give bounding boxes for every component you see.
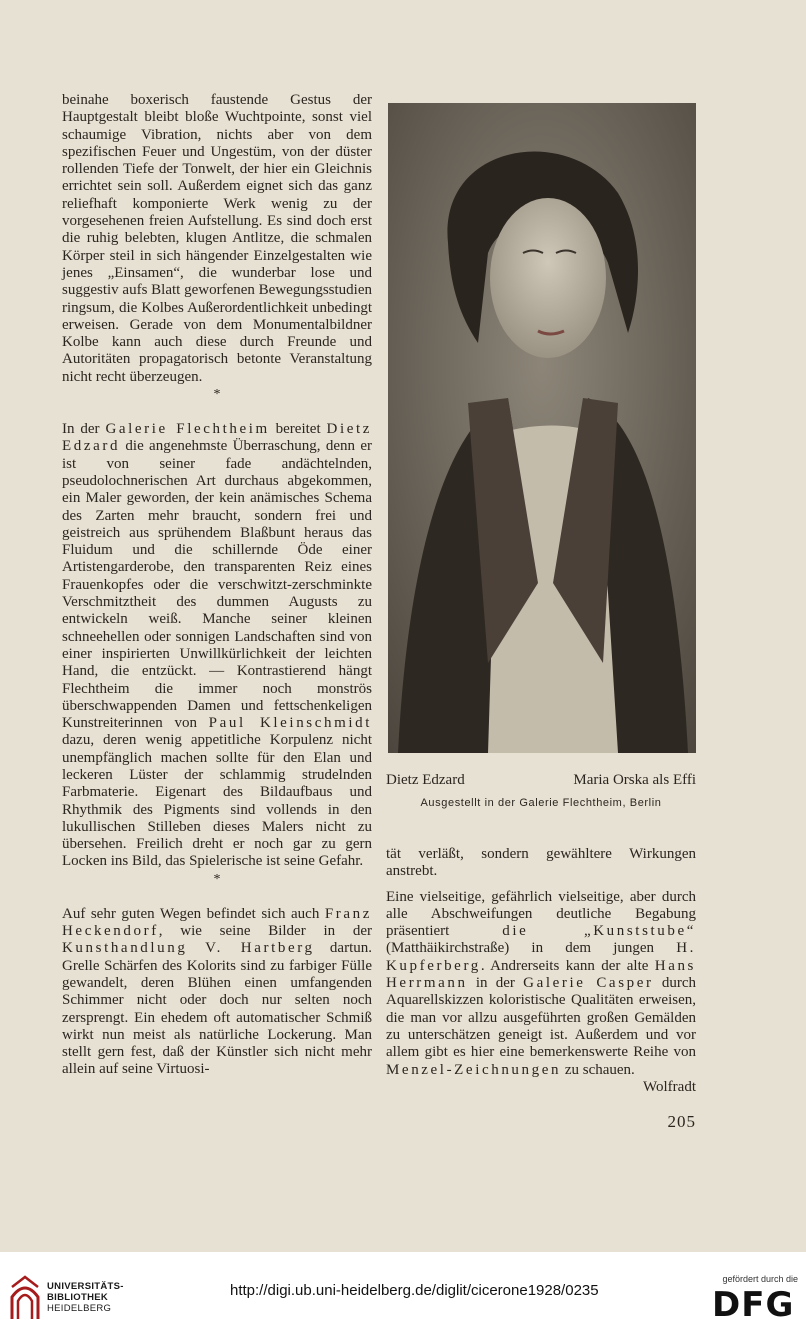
paragraph-edzard: In der Galerie Flechtheim bereitet Dietz Edzard die angenehmste Überraschung, denn er ist von seiner fade andächtelnden, pseudolochnerischen Art durchaus abgekommen, ein Maler geworden, der kein anämisches Schema des Zarten mehr braucht, sondern frei und geistreich aus sprühendem Blaßbunt heraus das Fluidum und die schillernde Öde einer Artistengarderobe, den transparenten Reiz eines Frauenkopfes oder die verschwitzt-zerschminkte Verschmitztheit des dummen Augusts zu entwickeln weiß. Manche seiner kleinen schneehellen oder sonnigen Landschaften sind von einer inspirierten Unwillkürlichkeit der leichten Hand, die entzückt. — Kontrastierend hängt Flechtheim die immer noch monströs überschwappenden Damen und fettschenkeligen Kunstreiterinnen von Paul Kleinschmidt dazu, deren wenig appetitliche Korpulenz nicht unempfänglich machen sollte für den Elan und leckeren Lüster der schlammig strudelnden Farbmaterie. Eigenart des Bildaufbaus und Rhythmik des Pigments sind vollends in den lukullischen Stilleben dieses Malers nicht zu übersehen. Freilich dreht er noch gar zu gern Locken ins Bild, das Spielerische ist seine Gefahr. — [62, 421, 372, 870]
caption-exhibition: Ausgestellt in der Galerie Flechtheim, Berlin — [420, 797, 662, 809]
dfg-logo[interactable]: DFG — [712, 1285, 795, 1325]
image-caption — [386, 772, 696, 789]
venue-kunststube: die „Kunststube“ — [502, 923, 696, 940]
permalink-url[interactable]: http://digi.ub.uni-heidelberg.de/diglit/cicerone1928/0235 — [230, 1282, 599, 1299]
author-signature: Wolfradt — [643, 1078, 696, 1095]
portrait-image — [388, 103, 696, 753]
gallery-casper: Galerie Casper — [523, 975, 654, 992]
section-separator: * — [213, 871, 221, 887]
page-number: 205 — [667, 1112, 696, 1131]
portrait-painting — [388, 103, 696, 753]
section-separator: * — [213, 387, 221, 403]
artist-name-kleinschmidt: Paul Kleinschmidt — [208, 715, 372, 732]
artist-name-heckendorf: Franz Heckendorf — [62, 905, 372, 940]
left-text-column — [62, 92, 372, 1079]
gallery-hartberg: Kunsthandlung V. Hartberg — [62, 940, 315, 957]
paragraph-heckendorf: Auf sehr guten Wegen befindet sich auch Franz Heckendorf, wie seine Bilder in der Kunsthandlung V. Hartberg dartun. Grelle Schärfen des Kolorits sind zu farbiger Fülle gewandelt, deren Blühen einen umfangenden Schimmer nicht oder doch nur selten noch zersprengt. Ein ehedem oft automatischer Schmiß wirkt nun meist als natürliche Lockerung. Man stellt gern fest, daß der Künstler sich nicht mehr allein auf seine Virtuosi- — [62, 905, 372, 1078]
artist-name: Dietz Edzard — [62, 421, 372, 455]
menzel-drawings: Menzel-Zeichnungen — [386, 1061, 562, 1078]
library-name[interactable]: UNIVERSITÄTS- BIBLIOTHEK HEIDELBERG — [47, 1281, 124, 1314]
artist-name-kupferberg: H. Kupferberg — [386, 940, 696, 974]
artist-name-herrmann: Hans Herrmann — [386, 957, 696, 992]
paragraph-kunststube: Eine vielseitige, gefährlich vielseitige, aber durch alle Abschweifungen deutliche Begabung präsentiert die „Kunststube“ (Matthäikirchstraße) in dem jungen H. Kupferberg. Andrerseits kann der alte Hans Herrmann in der Galerie Casper durch Aquarellskizzen koloristische Qualitäten erweisen, die man vor allzu ausgeführten großen Gemälden zu unterschätzen geneigt ist. Außerdem und vor allem gibt es hier eine bemerkenswerte Reihe von Menzel-Zeichnungen zu schauen. — [386, 888, 696, 1078]
university-library-logo-icon[interactable] — [8, 1275, 42, 1321]
caption-title: Maria Orska als Effi — [573, 772, 696, 788]
funding-note: gefördert durch die — [722, 1274, 798, 1284]
paragraph-continuation: tät verläßt, sondern gewähltere Wirkungen anstrebt. — [386, 846, 696, 880]
right-text-column — [386, 846, 696, 1096]
caption-artist: Dietz Edzard — [386, 772, 465, 788]
gallery-name: Galerie Flechtheim — [105, 421, 270, 438]
paragraph-kolbe: beinahe boxerisch faustende Gestus der Hauptgestalt bleibt bloße Wuchtpointe, sonst viel schaumige Vibration, nichts aber von dem spezifischen Feuer und Ungestüm, von der düster rollenden Tiefe der Tonwelt, der hier ein Gleichnis errichtet sein soll. Außerdem eignet sich das ganz reliefhaft komponierte Werk wenig zu der vorgesehenen freien Aufstellung. Es sind doch erst die ruhig belebten, klugen Antlitze, die schmalen Körper steil in sich hängender Einzelgestalten wie jenes „Einsamen“, die wunderbar lose und suggestiv aufs Blatt geworfenen Bewegungsstudien ringsum, die Kolbes Außerordentlichkeit unbedingt erweisen. Gerade von dem Monumentalbildner Kolbe kann auch diese durch Freunde und Autoritäten propagatorisch betonte Veranstaltung nicht recht überzeugen. — [62, 92, 372, 385]
